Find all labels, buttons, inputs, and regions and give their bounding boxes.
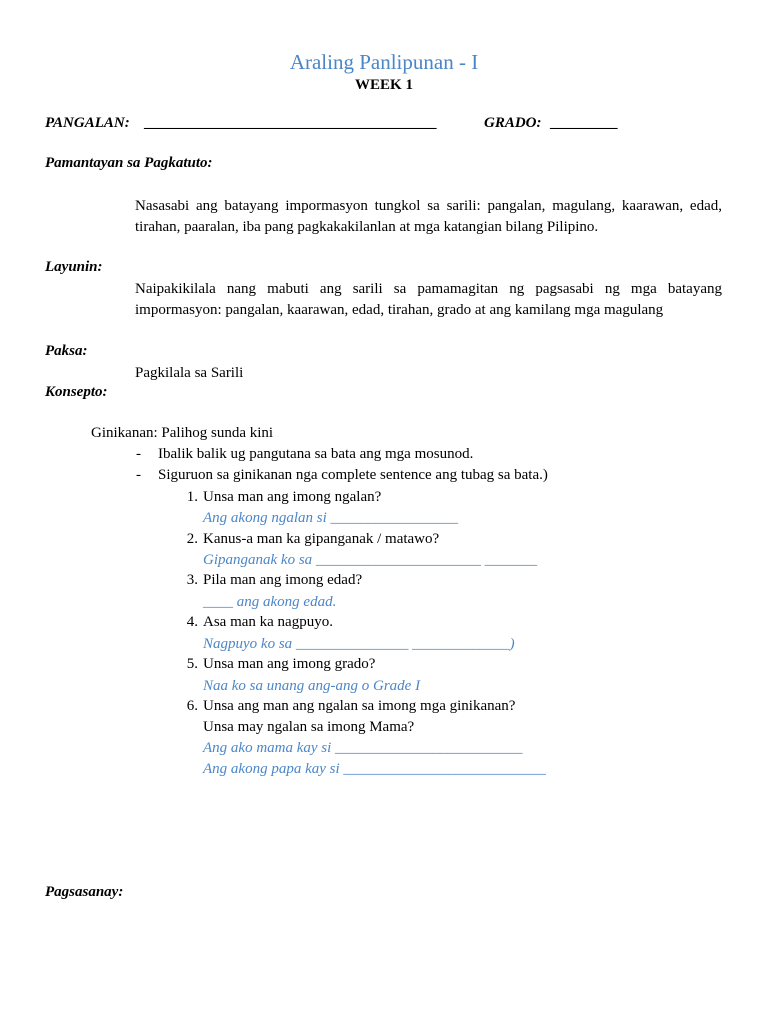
document-title: Araling Panlipunan - I	[289, 50, 479, 74]
grade-label: GRADO:	[484, 115, 542, 131]
answer-prompt: Naa ko sa unang ang-ang o Grade I	[203, 678, 421, 694]
question-text: Asa man ka nagpuyo.	[203, 614, 333, 630]
question-number: 4.	[186, 614, 198, 630]
question-text: Unsa ang man ang ngalan sa imong mga ginikanan?	[203, 698, 516, 714]
question-text-secondary: Unsa may ngalan sa imong Mama?	[203, 719, 415, 735]
bullet-dash: -	[136, 446, 141, 462]
layunin-label: Layunin:	[45, 259, 103, 275]
instructions-intro: Ginikanan: Palihog sunda kini	[91, 425, 274, 441]
layunin-text: Naipakikilala nang mabuti ang sarili sa pamamagitan ng pagsasabi ng mga batayang impormasyon: pangalan, kaarawan, edad, tirahan, grado at ang kamilang mga magulang	[135, 281, 722, 318]
paksa-text: Pagkilala sa Sarili	[135, 365, 244, 381]
question-number: 3.	[186, 572, 198, 588]
answer-prompt: Gipanganak ko sa ______________________ _______	[203, 552, 538, 568]
question-text: Kanus-a man ka gipanganak / matawo?	[203, 531, 440, 547]
pamantayan-label: Pamantayan sa Pagkatuto:	[45, 155, 213, 171]
konsepto-label: Konsepto:	[45, 384, 108, 400]
grade-blank: _________	[551, 115, 619, 131]
name-label: PANGALAN:	[45, 115, 130, 131]
paksa-label: Paksa:	[45, 343, 88, 359]
pamantayan-text: Nasasabi ang batayang impormasyon tungkol sa sarili: pangalan, magulang, kaarawan, edad, tirahan, paaralan, iba pang pagkakakilanlan at mga katangian bilang Pilipino.	[135, 198, 722, 235]
name-blank: _______________________________________	[145, 115, 438, 131]
question-number: 6.	[186, 698, 198, 714]
answer-prompt: Ang akong ngalan si _________________	[203, 510, 458, 526]
question-number: 2.	[186, 531, 198, 547]
question-number: 5.	[186, 656, 198, 672]
answer-prompt-secondary: Ang akong papa kay si ___________________________	[203, 761, 546, 777]
week-heading: WEEK 1	[355, 77, 413, 93]
bullet-text: Ibalik balik ug pangutana sa bata ang mga mosunod.	[158, 446, 474, 462]
question-text: Unsa man ang imong ngalan?	[203, 489, 382, 505]
pagsasanay-label: Pagsasanay:	[45, 884, 124, 900]
bullet-text: Siguruon sa ginikanan nga complete sentence ang tubag sa bata.)	[158, 467, 548, 483]
answer-prompt: Nagpuyo ko sa _______________ _____________)	[203, 636, 515, 652]
question-text: Pila man ang imong edad?	[203, 572, 363, 588]
question-text: Unsa man ang imong grado?	[203, 656, 376, 672]
bullet-dash: -	[136, 467, 141, 483]
answer-prompt: Ang ako mama kay si _________________________	[203, 740, 523, 756]
answer-prompt: ____ ang akong edad.	[203, 594, 337, 610]
question-number: 1.	[186, 489, 198, 505]
